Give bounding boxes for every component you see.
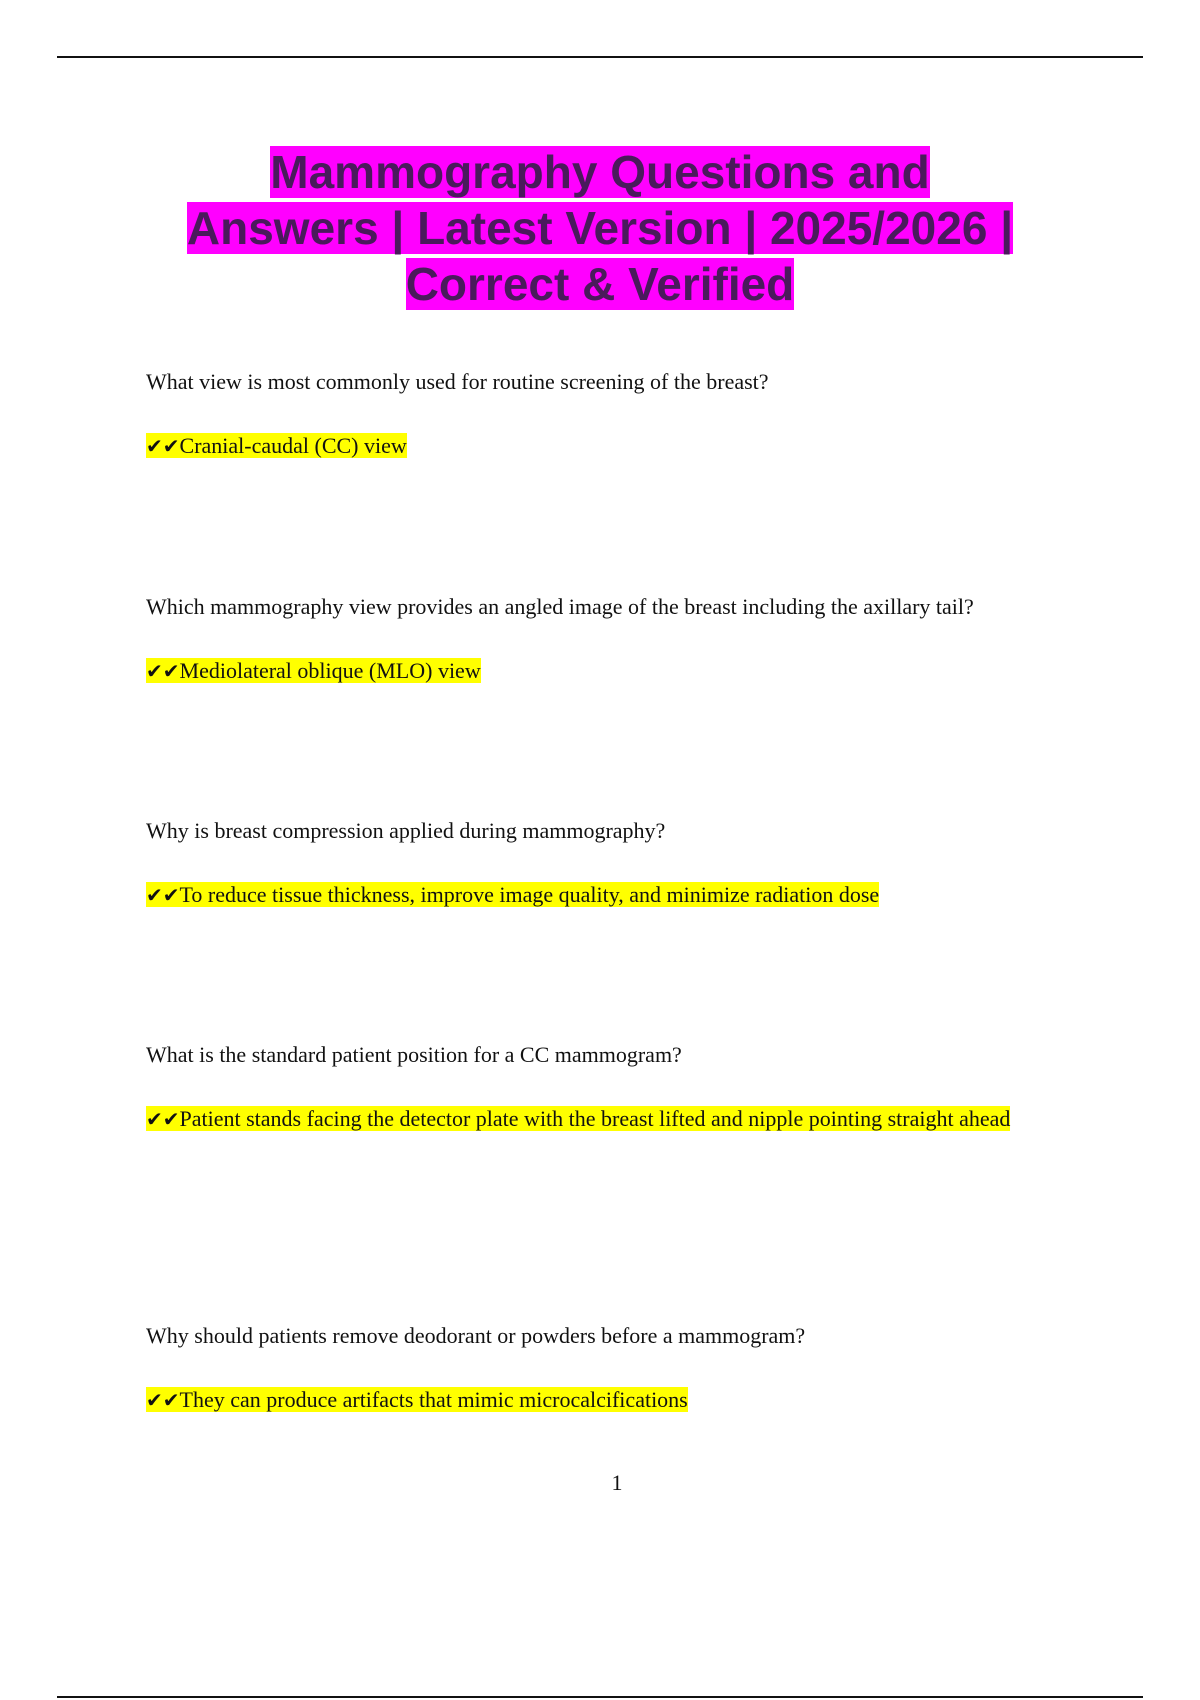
double-check-icon: ✔✔ (146, 883, 180, 907)
title-line-1: Mammography Questions and (270, 146, 930, 198)
question-5: Why should patients remove deodorant or powders before a mammogram? (146, 1323, 806, 1348)
title-line-3: Correct & Verified (405, 258, 795, 310)
page-number: 1 (611, 1470, 623, 1495)
bottom-rule (57, 1696, 1143, 1698)
double-check-icon: ✔✔ (146, 1107, 180, 1131)
double-check-icon: ✔✔ (146, 434, 180, 458)
question-1: What view is most commonly used for routine screening of the breast? (146, 369, 769, 394)
double-check-icon: ✔✔ (146, 1388, 180, 1412)
answer-2-text: Mediolateral oblique (MLO) view (179, 658, 481, 683)
answer-3-text: To reduce tissue thickness, improve image quality, and minimize radiation dose (179, 882, 880, 907)
answer-3 (146, 864, 1076, 926)
title-line-2: Answers | Latest Version | 2025/2026 | (186, 202, 1014, 254)
answer-5-text: They can produce artifacts that mimic microcalcifications (179, 1387, 688, 1412)
answer-2 (146, 640, 1076, 702)
double-check-icon: ✔✔ (146, 659, 180, 683)
document-title (100, 144, 1100, 312)
answer-5 (146, 1369, 1076, 1431)
answer-4 (146, 1088, 1076, 1150)
question-2: Which mammography view provides an angled image of the breast including the axillary tail? (146, 594, 974, 619)
answer-1 (146, 415, 1076, 477)
answer-4-text: Patient stands facing the detector plate with the breast lifted and nipple pointing straight ahead (179, 1106, 1011, 1131)
question-3: Why is breast compression applied during mammography? (146, 818, 666, 843)
top-rule (57, 56, 1143, 58)
question-4: What is the standard patient position for a CC mammogram? (146, 1042, 682, 1067)
answer-1-text: Cranial-caudal (CC) view (179, 433, 407, 458)
